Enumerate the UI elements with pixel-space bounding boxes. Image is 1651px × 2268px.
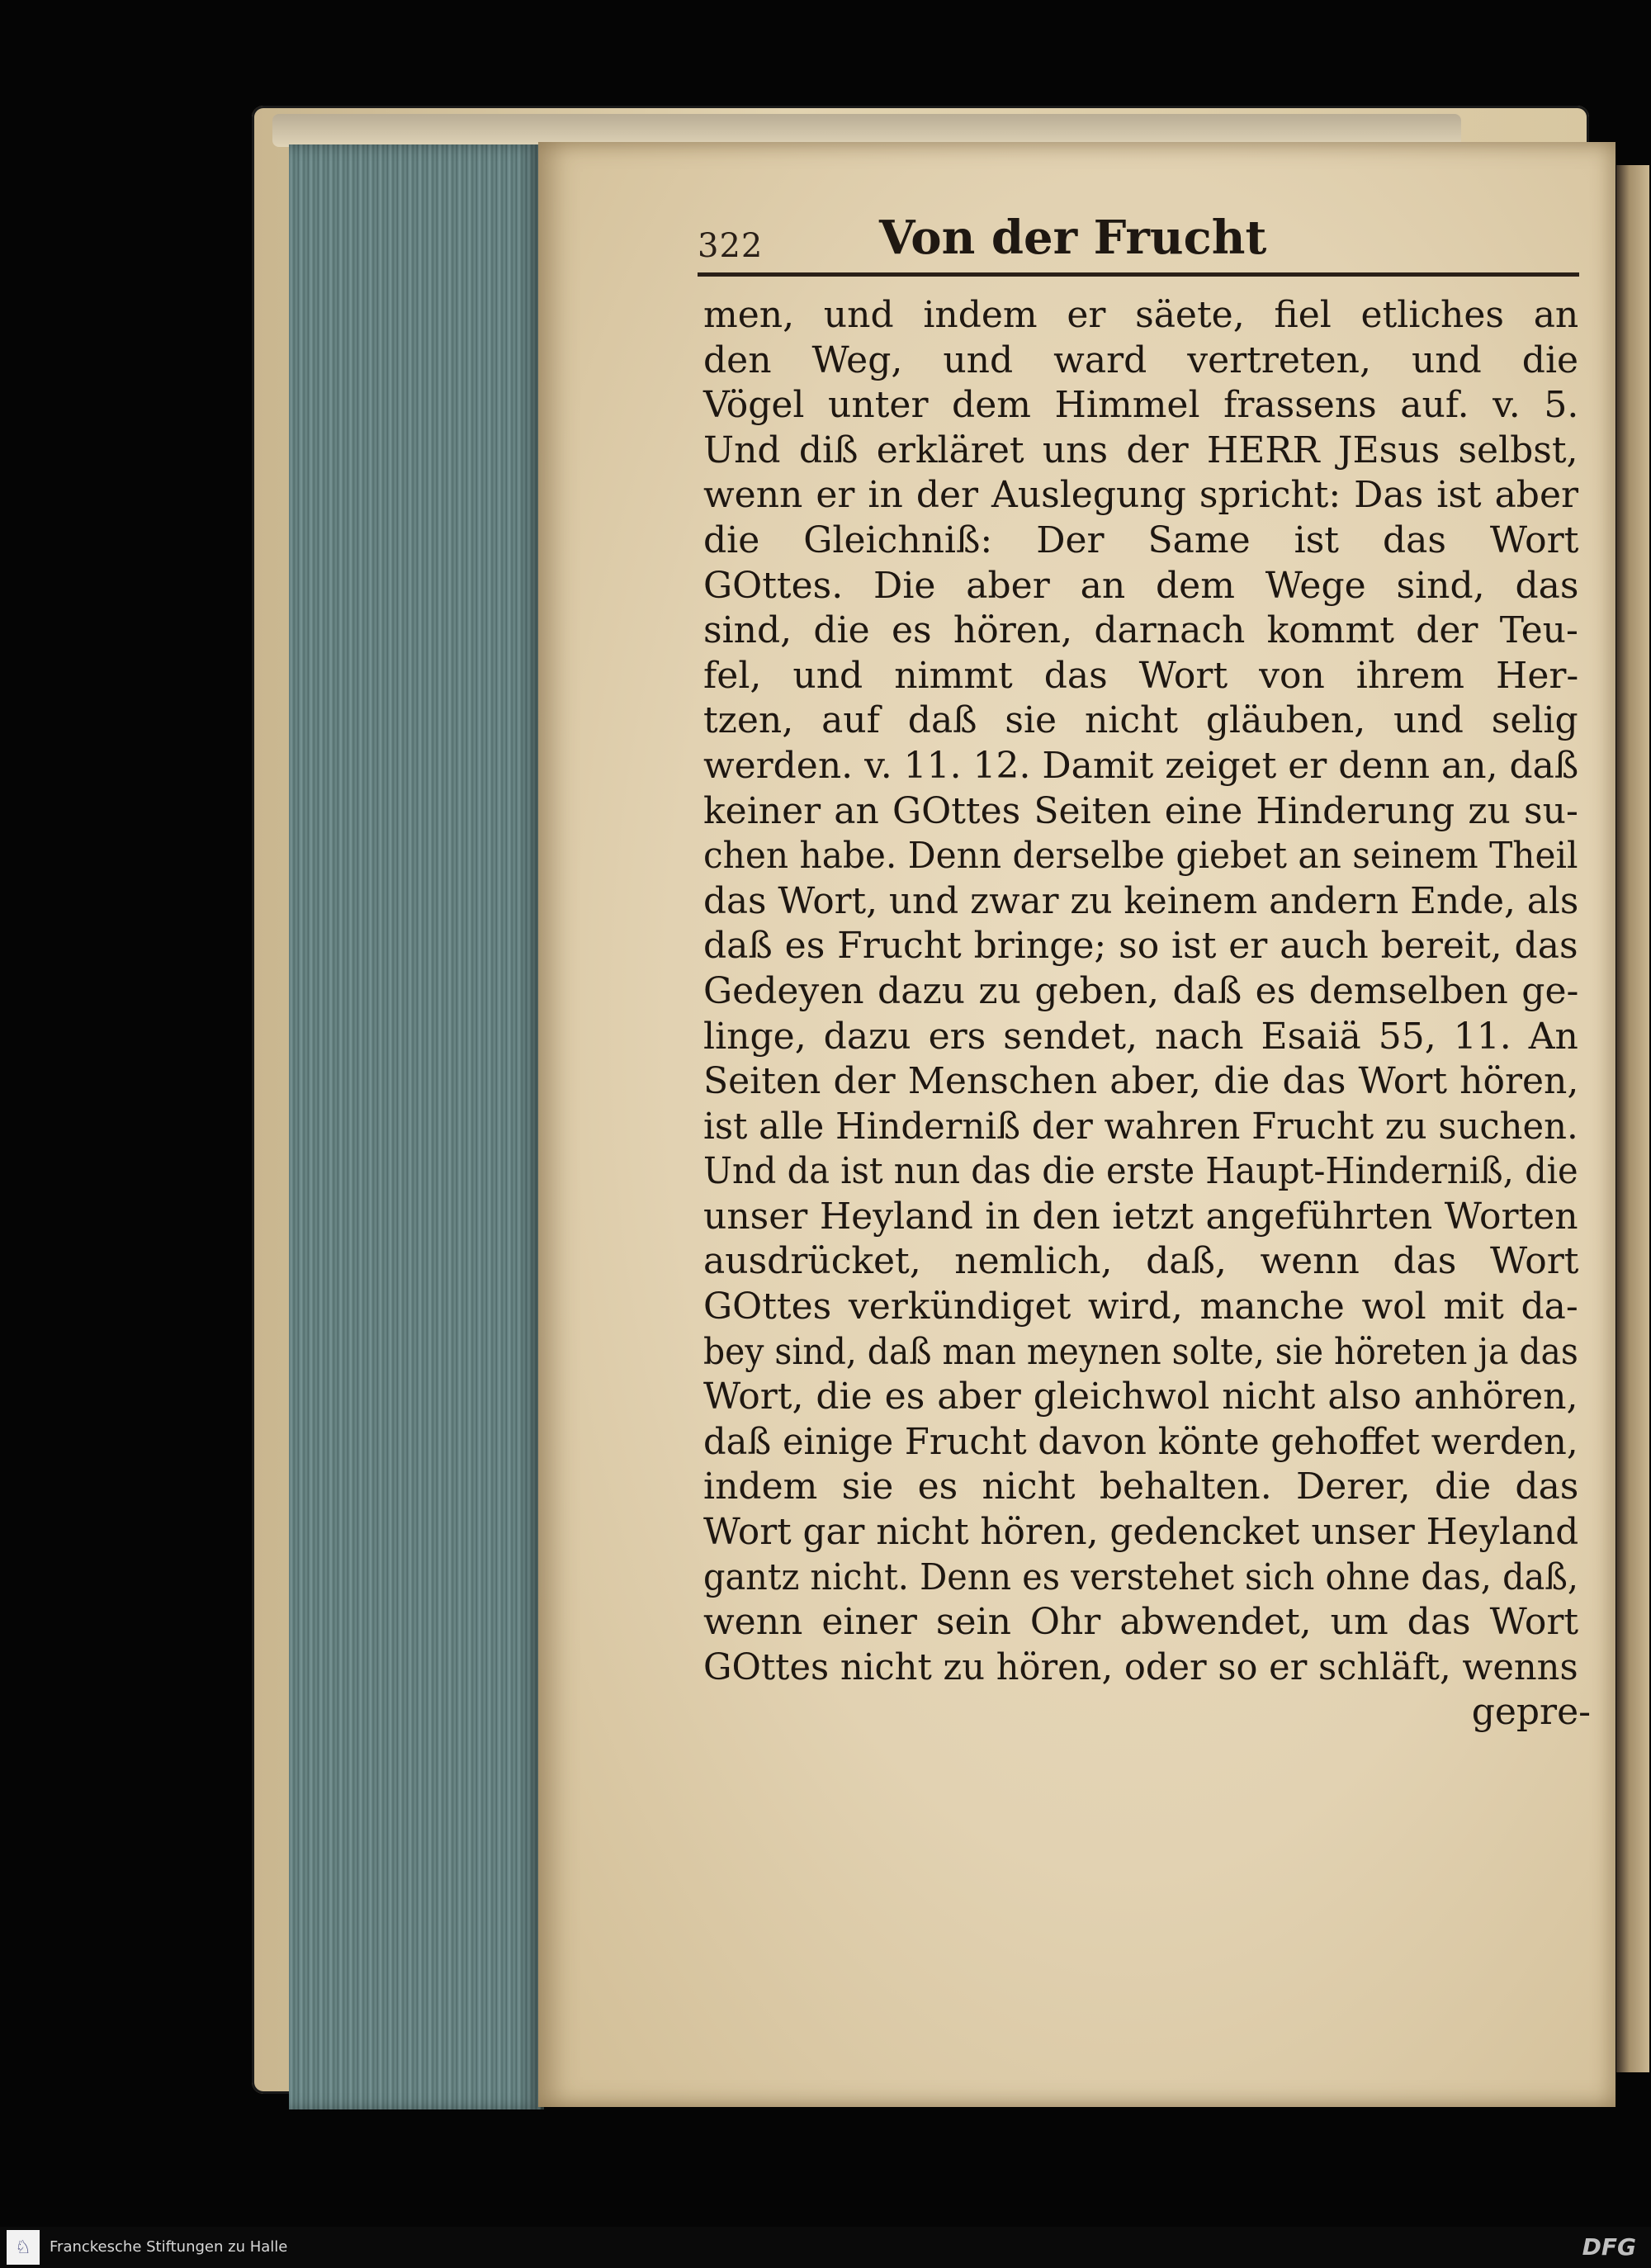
- francke-logo-icon: ♘: [7, 2230, 40, 2265]
- page-number: 322: [698, 227, 764, 265]
- header-rule: [698, 272, 1579, 277]
- footer-institution: Franckesche Stiftungen zu Halle: [50, 2238, 288, 2256]
- text-line: Und da ist nun das die erste Haupt-Hinderniß, die: [703, 1150, 1578, 1193]
- text-line: GOttes nicht zu hören, oder so er schläft, wenns: [703, 1645, 1578, 1688]
- dfg-logo: DFG: [1582, 2233, 1636, 2261]
- text-line: bey sind, daß man meynen solte, sie höreten ja das: [703, 1330, 1578, 1373]
- text-line: wenn er in der Auslegung spricht: Das ist aber: [703, 474, 1579, 517]
- text-line: Vögel unter dem Himmel frassens auf. v. 5.: [703, 384, 1579, 427]
- text-line: men, und indem er säete, fiel etliches an: [703, 294, 1579, 336]
- text-line: indem sie es nicht behalten. Derer, die das: [703, 1465, 1579, 1508]
- text-line: unser Heyland in den ietzt angeführten Worten: [703, 1195, 1578, 1238]
- text-line: Gedeyen dazu zu geben, daß es demselben ge-: [703, 969, 1579, 1012]
- text-line: Seiten der Menschen aber, die das Wort hören,: [703, 1060, 1579, 1103]
- text-line: wenn einer sein Ohr abwendet, um das Wort: [703, 1601, 1579, 1644]
- text-line: GOttes verkündiget wird, manche wol mit da-: [703, 1286, 1578, 1328]
- running-head: Von der Frucht: [879, 211, 1267, 265]
- text-line: Und diß erkläret uns der HERR JEsus selbst,: [703, 429, 1578, 471]
- text-line: tzen, auf daß sie nicht gläuben, und selig: [703, 699, 1578, 742]
- text-line: sind, die es hören, darnach kommt der Teu-: [703, 609, 1578, 652]
- text-line: werden. v. 11. 12. Damit zeiget er denn an, daß: [703, 744, 1579, 787]
- text-line: ausdrücket, nemlich, daß, wenn das Wort: [703, 1240, 1579, 1283]
- text-line: chen habe. Denn derselbe giebet an seinem Theil: [703, 835, 1578, 878]
- text-line: fel, und nimmt das Wort von ihrem Her-: [703, 654, 1579, 697]
- text-line: den Weg, und ward vertreten, und die: [703, 339, 1579, 381]
- text-line: Wort gar nicht hören, gedencket unser Heyland: [703, 1511, 1579, 1554]
- text-line: das Wort, und zwar zu keinem andern Ende, als: [703, 879, 1579, 922]
- text-line: GOttes. Die aber an dem Wege sind, das: [703, 564, 1579, 607]
- text-line: gantz nicht. Denn es verstehet sich ohne das, daß,: [703, 1555, 1579, 1598]
- text-line: daß einige Frucht davon könte gehoffet werden,: [703, 1420, 1578, 1463]
- body-text: [703, 293, 1591, 1735]
- text-line: daß es Frucht bringe; so ist er auch bereit, das: [703, 925, 1578, 968]
- page-header: [698, 211, 1585, 268]
- facing-page-edge: [1616, 165, 1649, 2072]
- footer-bar: [0, 2227, 1651, 2268]
- page-edges: [289, 144, 544, 2109]
- text-line: linge, dazu ers sendet, nach Esaiä 55, 11. An: [703, 1015, 1578, 1058]
- text-line: ist alle Hinderniß der wahren Frucht zu suchen.: [703, 1105, 1578, 1148]
- text-line: Wort, die es aber gleichwol nicht also anhören,: [703, 1375, 1578, 1418]
- catchword: gepre-: [1471, 1691, 1591, 1734]
- text-line: keiner an GOttes Seiten eine Hinderung zu su-: [703, 789, 1578, 832]
- text-line: die Gleichniß: Der Same ist das Wort: [703, 518, 1579, 561]
